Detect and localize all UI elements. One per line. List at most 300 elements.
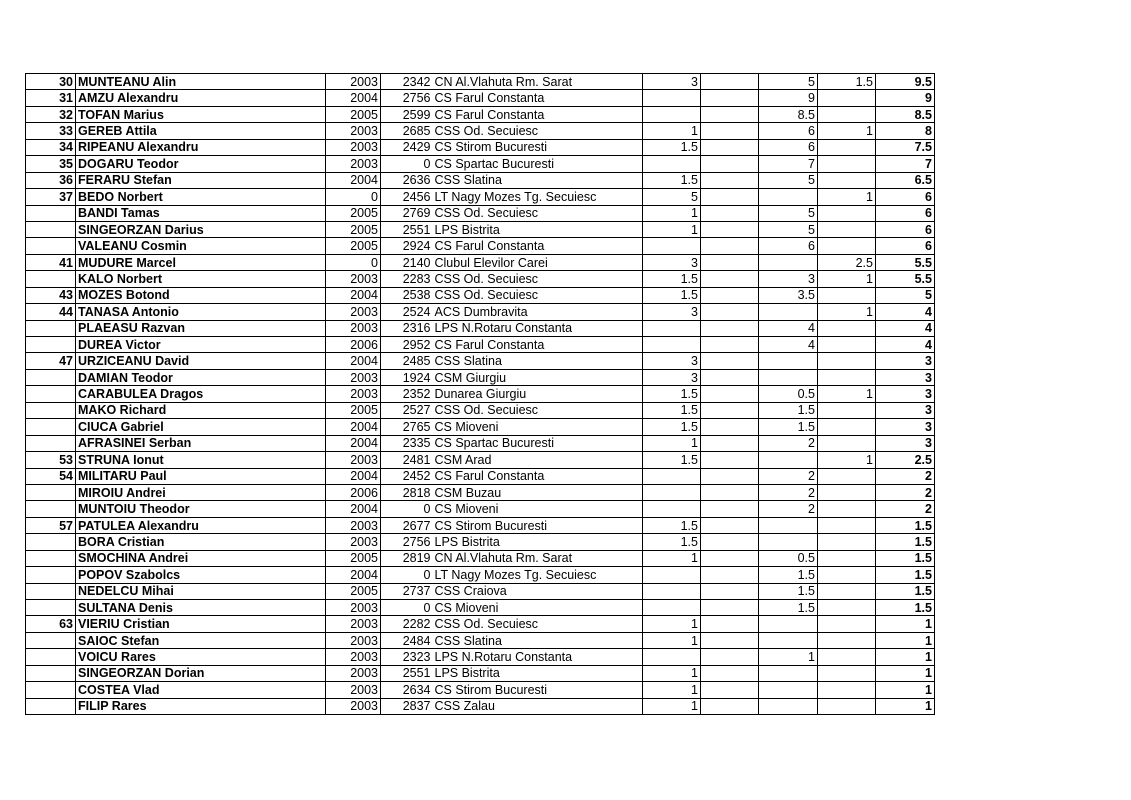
score-3-cell: 3: [759, 271, 818, 287]
score-4-cell: [818, 517, 876, 533]
score-3-cell: [759, 517, 818, 533]
rating-cell: 2485: [381, 353, 433, 369]
rating-cell: 2551: [381, 221, 433, 237]
score-4-cell: [818, 616, 876, 632]
club-cell: LPS N.Rotaru Constanta: [433, 649, 643, 665]
score-2-cell: [701, 567, 759, 583]
rank-cell: 47: [26, 353, 76, 369]
score-2-cell: [701, 369, 759, 385]
total-cell: 3: [876, 402, 935, 418]
name-cell: FILIP Rares: [76, 698, 326, 714]
club-cell: CSM Giurgiu: [433, 369, 643, 385]
rank-cell: 41: [26, 254, 76, 270]
year-cell: 2004: [326, 501, 381, 517]
name-cell: COSTEA Vlad: [76, 682, 326, 698]
rating-cell: 2140: [381, 254, 433, 270]
rating-cell: 2342: [381, 74, 433, 90]
score-2-cell: [701, 665, 759, 681]
score-4-cell: [818, 435, 876, 451]
year-cell: 2003: [326, 74, 381, 90]
score-3-cell: 2: [759, 484, 818, 500]
rank-cell: 63: [26, 616, 76, 632]
score-2-cell: [701, 600, 759, 616]
name-cell: MILITARU Paul: [76, 468, 326, 484]
score-2-cell: [701, 698, 759, 714]
score-1-cell: [643, 106, 701, 122]
score-4-cell: 1.5: [818, 74, 876, 90]
club-cell: CSS Slatina: [433, 632, 643, 648]
name-cell: MUDURE Marcel: [76, 254, 326, 270]
score-4-cell: [818, 550, 876, 566]
table-row: [26, 501, 935, 517]
club-cell: LPS Bistrita: [433, 221, 643, 237]
total-cell: 1.5: [876, 550, 935, 566]
score-1-cell: 1: [643, 682, 701, 698]
score-2-cell: [701, 221, 759, 237]
score-4-cell: [818, 205, 876, 221]
score-2-cell: [701, 419, 759, 435]
club-cell: CS Mioveni: [433, 600, 643, 616]
table-row: [26, 468, 935, 484]
total-cell: 1: [876, 632, 935, 648]
score-2-cell: [701, 156, 759, 172]
score-3-cell: 3.5: [759, 287, 818, 303]
score-2-cell: [701, 484, 759, 500]
score-2-cell: [701, 172, 759, 188]
total-cell: 1: [876, 665, 935, 681]
rating-cell: 2924: [381, 238, 433, 254]
score-1-cell: 1.5: [643, 271, 701, 287]
score-1-cell: 1.5: [643, 287, 701, 303]
club-cell: CS Spartac Bucuresti: [433, 156, 643, 172]
name-cell: DUREA Victor: [76, 337, 326, 353]
name-cell: AMZU Alexandru: [76, 90, 326, 106]
score-1-cell: [643, 156, 701, 172]
name-cell: MUNTOIU Theodor: [76, 501, 326, 517]
rank-cell: 53: [26, 452, 76, 468]
score-3-cell: [759, 189, 818, 205]
rating-cell: 2429: [381, 139, 433, 155]
score-3-cell: 2: [759, 435, 818, 451]
table-row: [26, 369, 935, 385]
table-row: [26, 271, 935, 287]
results-rows: [26, 74, 935, 715]
table-row: [26, 682, 935, 698]
club-cell: CSM Arad: [433, 452, 643, 468]
total-cell: 9.5: [876, 74, 935, 90]
rating-cell: 2599: [381, 106, 433, 122]
rank-cell: [26, 402, 76, 418]
rating-cell: 2636: [381, 172, 433, 188]
year-cell: 2003: [326, 665, 381, 681]
rating-cell: 2818: [381, 484, 433, 500]
club-cell: CS Stirom Bucuresti: [433, 682, 643, 698]
club-cell: CSS Od. Secuiesc: [433, 271, 643, 287]
score-1-cell: 1: [643, 550, 701, 566]
rank-cell: [26, 484, 76, 500]
rating-cell: 2837: [381, 698, 433, 714]
score-2-cell: [701, 189, 759, 205]
score-3-cell: 1.5: [759, 419, 818, 435]
year-cell: 2003: [326, 649, 381, 665]
score-4-cell: [818, 369, 876, 385]
name-cell: FERARU Stefan: [76, 172, 326, 188]
score-1-cell: 3: [643, 304, 701, 320]
rating-cell: 2952: [381, 337, 433, 353]
rank-cell: [26, 632, 76, 648]
club-cell: CS Farul Constanta: [433, 468, 643, 484]
score-4-cell: [818, 682, 876, 698]
score-4-cell: [818, 402, 876, 418]
name-cell: BANDI Tamas: [76, 205, 326, 221]
rating-cell: 2335: [381, 435, 433, 451]
rank-cell: 54: [26, 468, 76, 484]
score-4-cell: [818, 221, 876, 237]
rank-cell: [26, 205, 76, 221]
score-4-cell: 1: [818, 386, 876, 402]
name-cell: CIUCA Gabriel: [76, 419, 326, 435]
table-row: [26, 600, 935, 616]
table-row: [26, 649, 935, 665]
score-1-cell: [643, 337, 701, 353]
rating-cell: 2769: [381, 205, 433, 221]
total-cell: 2: [876, 468, 935, 484]
total-cell: 1: [876, 682, 935, 698]
results-table: [25, 73, 935, 715]
score-2-cell: [701, 123, 759, 139]
score-1-cell: [643, 501, 701, 517]
score-1-cell: 1: [643, 698, 701, 714]
rating-cell: 2765: [381, 419, 433, 435]
score-2-cell: [701, 550, 759, 566]
score-4-cell: 1: [818, 271, 876, 287]
total-cell: 1: [876, 698, 935, 714]
score-2-cell: [701, 238, 759, 254]
table-row: [26, 435, 935, 451]
rating-cell: 0: [381, 156, 433, 172]
score-1-cell: [643, 90, 701, 106]
rank-cell: 37: [26, 189, 76, 205]
table-row: [26, 698, 935, 714]
score-1-cell: 1.5: [643, 386, 701, 402]
total-cell: 6: [876, 205, 935, 221]
club-cell: CS Stirom Bucuresti: [433, 139, 643, 155]
year-cell: 2005: [326, 106, 381, 122]
score-1-cell: 1: [643, 123, 701, 139]
score-3-cell: 2: [759, 501, 818, 517]
rating-cell: 2452: [381, 468, 433, 484]
rating-cell: 2323: [381, 649, 433, 665]
table-row: [26, 665, 935, 681]
total-cell: 8.5: [876, 106, 935, 122]
total-cell: 5: [876, 287, 935, 303]
year-cell: 2004: [326, 353, 381, 369]
year-cell: 2003: [326, 517, 381, 533]
year-cell: 2006: [326, 484, 381, 500]
score-2-cell: [701, 320, 759, 336]
score-4-cell: [818, 419, 876, 435]
score-2-cell: [701, 616, 759, 632]
score-2-cell: [701, 632, 759, 648]
table-row: [26, 632, 935, 648]
table-row: [26, 567, 935, 583]
club-cell: CS Spartac Bucuresti: [433, 435, 643, 451]
score-3-cell: 6: [759, 123, 818, 139]
club-cell: CSS Slatina: [433, 353, 643, 369]
table-row: [26, 517, 935, 533]
name-cell: BORA Cristian: [76, 534, 326, 550]
rating-cell: 2634: [381, 682, 433, 698]
year-cell: 2003: [326, 123, 381, 139]
club-cell: CS Farul Constanta: [433, 337, 643, 353]
score-1-cell: 5: [643, 189, 701, 205]
score-3-cell: [759, 369, 818, 385]
score-4-cell: [818, 632, 876, 648]
score-4-cell: [818, 600, 876, 616]
score-1-cell: [643, 468, 701, 484]
score-1-cell: 1.5: [643, 402, 701, 418]
rating-cell: 0: [381, 567, 433, 583]
score-2-cell: [701, 106, 759, 122]
year-cell: 2003: [326, 600, 381, 616]
score-1-cell: [643, 567, 701, 583]
score-4-cell: [818, 287, 876, 303]
score-1-cell: 1.5: [643, 172, 701, 188]
year-cell: 2003: [326, 698, 381, 714]
table-row: [26, 172, 935, 188]
rating-cell: 2677: [381, 517, 433, 533]
rank-cell: 33: [26, 123, 76, 139]
year-cell: 2003: [326, 386, 381, 402]
rating-cell: 1924: [381, 369, 433, 385]
rating-cell: 0: [381, 501, 433, 517]
name-cell: SULTANA Denis: [76, 600, 326, 616]
score-3-cell: 5: [759, 221, 818, 237]
total-cell: 9: [876, 90, 935, 106]
name-cell: SAIOC Stefan: [76, 632, 326, 648]
rank-cell: [26, 386, 76, 402]
rating-cell: 2756: [381, 90, 433, 106]
total-cell: 3: [876, 386, 935, 402]
score-4-cell: [818, 501, 876, 517]
rating-cell: 2551: [381, 665, 433, 681]
score-2-cell: [701, 583, 759, 599]
name-cell: RIPEANU Alexandru: [76, 139, 326, 155]
club-cell: LPS N.Rotaru Constanta: [433, 320, 643, 336]
name-cell: URZICEANU David: [76, 353, 326, 369]
table-row: [26, 156, 935, 172]
club-cell: LT Nagy Mozes Tg. Secuiesc: [433, 567, 643, 583]
total-cell: 5.5: [876, 254, 935, 270]
table-row: [26, 139, 935, 155]
table-row: [26, 238, 935, 254]
rating-cell: 2282: [381, 616, 433, 632]
table-row: [26, 534, 935, 550]
score-3-cell: 1: [759, 649, 818, 665]
score-3-cell: [759, 304, 818, 320]
score-4-cell: [818, 583, 876, 599]
score-2-cell: [701, 271, 759, 287]
rank-cell: 36: [26, 172, 76, 188]
total-cell: 2: [876, 484, 935, 500]
year-cell: 2003: [326, 304, 381, 320]
table-row: [26, 484, 935, 500]
name-cell: VOICU Rares: [76, 649, 326, 665]
score-1-cell: [643, 583, 701, 599]
score-1-cell: [643, 600, 701, 616]
rating-cell: 2316: [381, 320, 433, 336]
rating-cell: 2481: [381, 452, 433, 468]
total-cell: 6: [876, 189, 935, 205]
rank-cell: [26, 665, 76, 681]
club-cell: CSS Od. Secuiesc: [433, 205, 643, 221]
rank-cell: [26, 320, 76, 336]
year-cell: 2004: [326, 90, 381, 106]
score-1-cell: 3: [643, 353, 701, 369]
score-3-cell: [759, 353, 818, 369]
total-cell: 1.5: [876, 517, 935, 533]
rating-cell: 0: [381, 600, 433, 616]
score-3-cell: 1.5: [759, 600, 818, 616]
name-cell: STRUNA Ionut: [76, 452, 326, 468]
table-row: [26, 205, 935, 221]
rating-cell: 2737: [381, 583, 433, 599]
total-cell: 1.5: [876, 534, 935, 550]
name-cell: VIERIU Cristian: [76, 616, 326, 632]
club-cell: CSS Od. Secuiesc: [433, 287, 643, 303]
score-1-cell: 1: [643, 205, 701, 221]
total-cell: 4: [876, 320, 935, 336]
total-cell: 2: [876, 501, 935, 517]
total-cell: 6: [876, 238, 935, 254]
year-cell: 2005: [326, 583, 381, 599]
table-row: [26, 583, 935, 599]
name-cell: DAMIAN Teodor: [76, 369, 326, 385]
score-2-cell: [701, 534, 759, 550]
total-cell: 7.5: [876, 139, 935, 155]
year-cell: 2003: [326, 534, 381, 550]
score-4-cell: 1: [818, 452, 876, 468]
table-row: [26, 90, 935, 106]
score-2-cell: [701, 254, 759, 270]
year-cell: 2004: [326, 567, 381, 583]
year-cell: 0: [326, 189, 381, 205]
year-cell: 2005: [326, 550, 381, 566]
club-cell: CSS Zalau: [433, 698, 643, 714]
name-cell: GEREB Attila: [76, 123, 326, 139]
year-cell: 0: [326, 254, 381, 270]
score-4-cell: [818, 484, 876, 500]
score-4-cell: [818, 106, 876, 122]
year-cell: 2005: [326, 238, 381, 254]
score-4-cell: [818, 468, 876, 484]
year-cell: 2003: [326, 452, 381, 468]
year-cell: 2004: [326, 172, 381, 188]
score-1-cell: [643, 484, 701, 500]
table-row: [26, 123, 935, 139]
score-4-cell: 1: [818, 189, 876, 205]
name-cell: TOFAN Marius: [76, 106, 326, 122]
score-1-cell: 3: [643, 254, 701, 270]
table-row: [26, 106, 935, 122]
name-cell: MIROIU Andrei: [76, 484, 326, 500]
rank-cell: 31: [26, 90, 76, 106]
name-cell: PLAEASU Razvan: [76, 320, 326, 336]
score-2-cell: [701, 337, 759, 353]
club-cell: CN Al.Vlahuta Rm. Sarat: [433, 550, 643, 566]
total-cell: 3: [876, 435, 935, 451]
table-row: [26, 74, 935, 90]
name-cell: DOGARU Teodor: [76, 156, 326, 172]
table-row: [26, 221, 935, 237]
table-row: [26, 287, 935, 303]
score-4-cell: 1: [818, 123, 876, 139]
name-cell: POPOV Szabolcs: [76, 567, 326, 583]
score-2-cell: [701, 353, 759, 369]
score-3-cell: 8.5: [759, 106, 818, 122]
club-cell: CSS Od. Secuiesc: [433, 123, 643, 139]
rank-cell: [26, 435, 76, 451]
score-2-cell: [701, 287, 759, 303]
score-1-cell: [643, 649, 701, 665]
club-cell: CS Stirom Bucuresti: [433, 517, 643, 533]
score-4-cell: [818, 139, 876, 155]
score-4-cell: [818, 698, 876, 714]
table-row: [26, 254, 935, 270]
year-cell: 2004: [326, 468, 381, 484]
rank-cell: 32: [26, 106, 76, 122]
total-cell: 7: [876, 156, 935, 172]
club-cell: CSS Slatina: [433, 172, 643, 188]
score-1-cell: 1.5: [643, 534, 701, 550]
rank-cell: [26, 698, 76, 714]
score-2-cell: [701, 304, 759, 320]
rank-cell: [26, 534, 76, 550]
score-2-cell: [701, 74, 759, 90]
club-cell: Clubul Elevilor Carei: [433, 254, 643, 270]
score-3-cell: 1.5: [759, 402, 818, 418]
score-2-cell: [701, 205, 759, 221]
table-row: [26, 189, 935, 205]
club-cell: CS Mioveni: [433, 419, 643, 435]
rank-cell: 44: [26, 304, 76, 320]
rank-cell: [26, 550, 76, 566]
rank-cell: [26, 600, 76, 616]
score-4-cell: 1: [818, 304, 876, 320]
score-4-cell: [818, 337, 876, 353]
rank-cell: [26, 369, 76, 385]
rating-cell: 2527: [381, 402, 433, 418]
rank-cell: 30: [26, 74, 76, 90]
score-4-cell: [818, 172, 876, 188]
club-cell: CSS Od. Secuiesc: [433, 616, 643, 632]
table-row: [26, 320, 935, 336]
score-3-cell: 2: [759, 468, 818, 484]
year-cell: 2004: [326, 435, 381, 451]
score-1-cell: 1: [643, 616, 701, 632]
rating-cell: 2456: [381, 189, 433, 205]
table-row: [26, 452, 935, 468]
score-3-cell: [759, 682, 818, 698]
rank-cell: 43: [26, 287, 76, 303]
score-4-cell: [818, 567, 876, 583]
year-cell: 2005: [326, 402, 381, 418]
club-cell: Dunarea Giurgiu: [433, 386, 643, 402]
total-cell: 3: [876, 369, 935, 385]
year-cell: 2003: [326, 139, 381, 155]
year-cell: 2003: [326, 156, 381, 172]
name-cell: TANASA Antonio: [76, 304, 326, 320]
